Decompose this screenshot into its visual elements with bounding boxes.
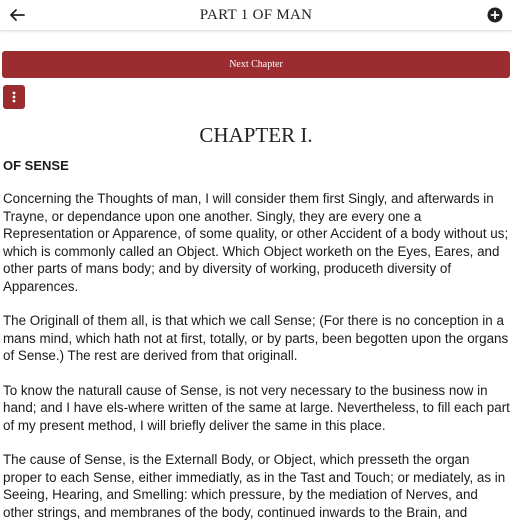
back-button[interactable] xyxy=(6,4,28,26)
page-title: PART 1 OF MAN xyxy=(199,6,313,23)
add-button[interactable] xyxy=(484,4,506,26)
plus-circle-icon xyxy=(487,7,503,23)
paragraph: The Originall of them all, is that which we call Sense; (For there is no conception in a mans mind, which hath not at first, totally, or by parts, been begotten upon the organs of Sense.) The rest are derived from that originall. xyxy=(3,313,509,363)
paragraph: The cause of Sense, is the Externall Body, or Object, which presseth the organ proper to each Sense, either immediatly, as in the Tast and Touch; or mediately, as in Seeing, Hearing, and Smelling: which pressure, by the mediation of Nerves, and other strings, and membranes of the body, continued inwards to the Brain, and xyxy=(3,452,506,520)
next-chapter-button[interactable] xyxy=(2,51,510,78)
chapter-title: CHAPTER I. xyxy=(199,123,313,147)
paragraph: Concerning the Thoughts of man, I will consider them first Singly, and afterwards in Trayne, or dependance upon one another. Singly, they are every one a Representation or Apparence, of some quality, or other Accident of a body without us; which is commonly called an Object. Which Object worketh on the Eyes, Eares, and other parts of mans body; and by diversity of working, produceth diversity of Apparences. xyxy=(3,191,509,294)
app-bar xyxy=(0,0,512,31)
section-title: OF SENSE xyxy=(3,158,69,173)
next-chapter-label: Next Chapter xyxy=(229,59,283,70)
more-vertical-icon xyxy=(12,91,16,103)
paragraph: To know the naturall cause of Sense, is not very necessary to the business now in hand; and I have els-where written of the same at large. Nevertheless, to fill each part of my present method, I will briefly deliver the same in this place. xyxy=(3,382,510,433)
arrow-left-icon xyxy=(9,7,25,23)
more-options-button[interactable] xyxy=(3,85,25,109)
